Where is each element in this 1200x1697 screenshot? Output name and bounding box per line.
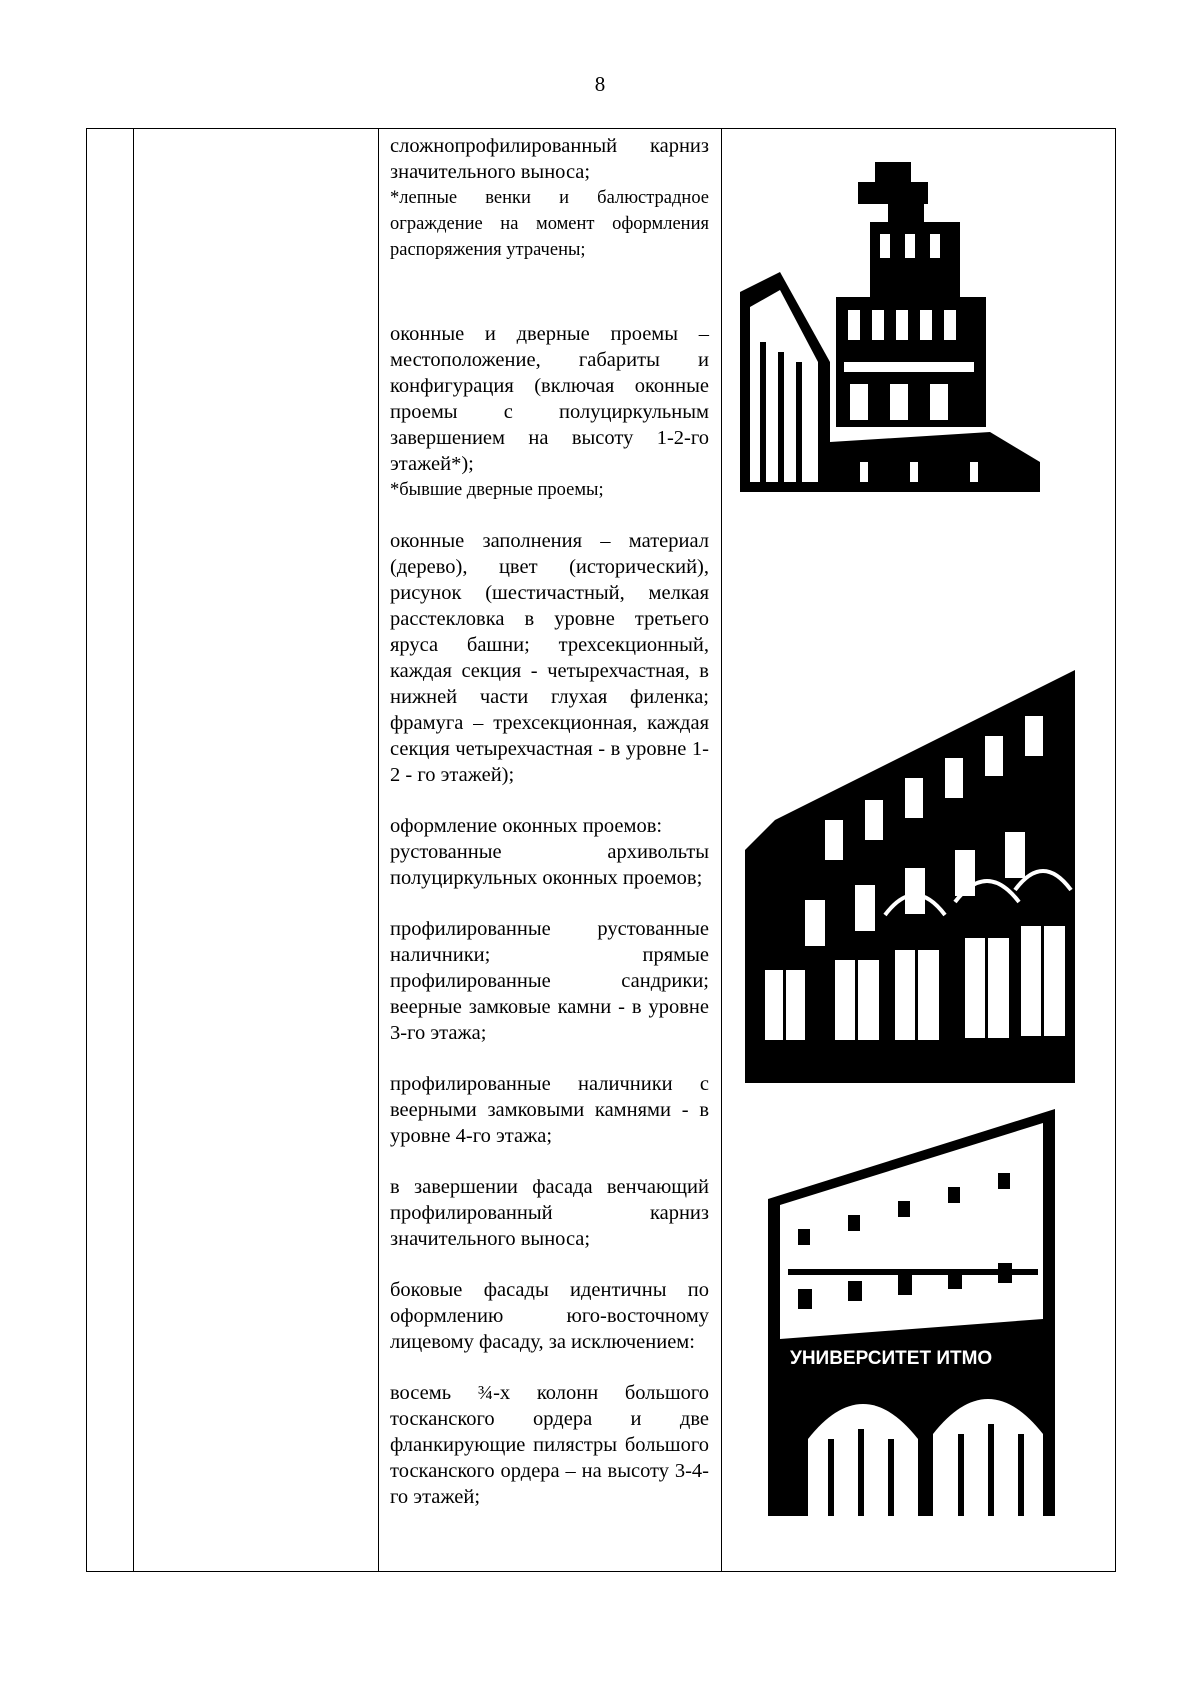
paragraph-fourth-floor: профилированные наличники с веерными замковыми камнями - в уровне 4-го этажа; [390, 1073, 709, 1147]
description-column [379, 129, 721, 1510]
paragraph-window-fillings: оконные заполнения – материал (дерево), цвет (исторический), рисунок (шестичастный, мелкая расстекловка в уровне третьего яруса башни; трехсекционный, каждая секция - четырехчастная, в нижней части глухая филенка; фрамуга – трехсекционная, каждая секция четырехчастная - в уровне 1-2 - го этажей); [390, 530, 709, 786]
paragraph-cornice: сложнопрофилированный карниз значительного выноса; [390, 135, 709, 183]
photo-facade-windows [745, 670, 1075, 1083]
page-number: 8 [594, 72, 606, 96]
photo-tower [740, 162, 1048, 492]
paragraph-window-decoration: оформление оконных проемов: [390, 815, 663, 837]
photo-facade-sign [768, 1109, 1055, 1516]
paragraph-note-former-doors: *бывшие дверные проемы; [390, 480, 604, 500]
table-column-divider-1 [133, 129, 134, 1571]
table-column-divider-3 [721, 129, 722, 1571]
paragraph-note-lost-wreaths: *лепные венки и балюстрадное ограждение на момент оформления распоряжения утрачены; [390, 188, 709, 260]
paragraph-third-floor: профилированные рустованные наличники; прямые профилированные сандрики; веерные замковые камни - в уровне 3-го этажа; [390, 918, 709, 1044]
paragraph-columns: восемь ¾-х колонн большого тосканского ордера и две фланкирующие пилястры большого тосканского ордера – на высоту 3-4-го этажей; [390, 1382, 709, 1508]
paragraph-crowning-cornice: в завершении фасада венчающий профилированный карниз значительного выноса; [390, 1176, 709, 1250]
paragraph-side-facades: боковые фасады идентичны по оформлению юго-восточному лицевому фасаду, за исключением: [390, 1279, 709, 1353]
paragraph-openings: оконные и дверные проемы – местоположение, габариты и конфигурация (включая оконные проемы с полуциркульным завершением на высоту 1-2-го этажей*); [390, 323, 709, 475]
photo-sign-text: УНИВЕРСИТЕТ ИТМО [790, 1348, 993, 1369]
paragraph-archivolts: рустованные архивольты полуциркульных оконных проемов; [390, 841, 709, 889]
